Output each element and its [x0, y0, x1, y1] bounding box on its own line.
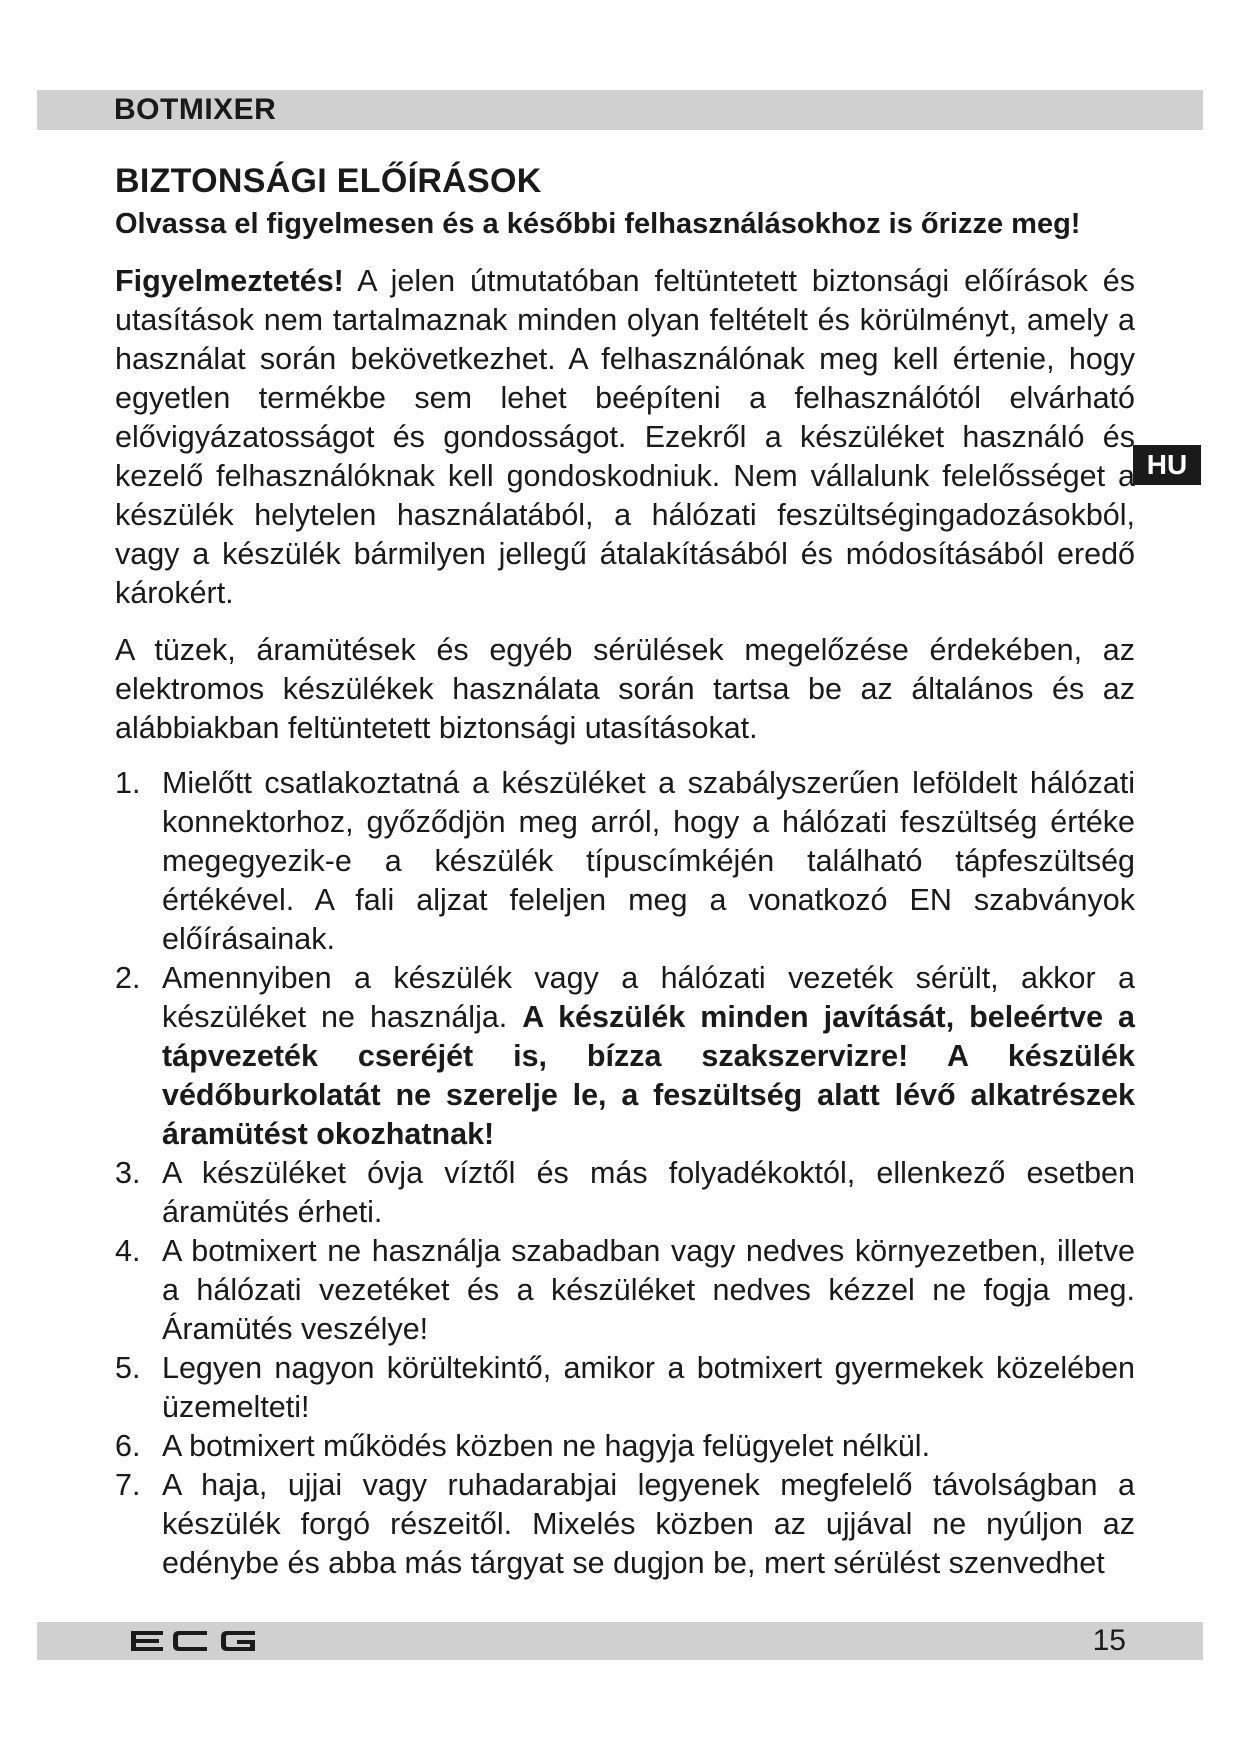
list-item-bold-warning: A készülék minden javítását, beleértve a tápvezeték cseréjét is, bízza szakszervizre! A készülék védőburkolatát ne szerelje le, a feszültség alatt lévő alkatrészek áramütést okozhatnak!: [162, 1000, 1135, 1151]
section-subtitle: Olvassa el figyelmesen és a későbbi felhasználásokhoz is őrizze meg!: [115, 208, 1081, 240]
list-item-number: 3.: [115, 1156, 141, 1190]
warning-label: Figyelmeztetés!: [115, 264, 344, 298]
page-number: 15: [1092, 1624, 1126, 1657]
header-title: BOTMIXER: [114, 93, 277, 126]
list-item: [115, 764, 1135, 959]
list-item: [115, 959, 1135, 1154]
list-item-number: 6.: [115, 1429, 141, 1463]
language-tab: HU: [1133, 445, 1201, 485]
list-item: [115, 1466, 1135, 1583]
list-item: [115, 1232, 1135, 1349]
list-item-number: 4.: [115, 1234, 141, 1268]
list-item-number: 5.: [115, 1351, 141, 1385]
list-item-text: A haja, ujjai vagy ruhadarabjai legyenek megfelelő távolságban a készülék forgó részeitől. Mixelés közben az ujjával ne nyúljon az edénybe és abba más tárgyat se dugjon be, mert sérülést szenvedhet: [162, 1468, 1135, 1580]
list-item-text: A botmixert működés közben ne hagyja felügyelet nélkül.: [162, 1429, 931, 1463]
ecg-logo: [129, 1627, 259, 1655]
section-title: BIZTONSÁGI ELŐÍRÁSOK: [115, 162, 542, 200]
list-item: [115, 1427, 1135, 1466]
warning-paragraph: [115, 262, 1135, 613]
header-bar: [37, 90, 1203, 130]
list-item: [115, 1349, 1135, 1427]
safety-rules-list: [115, 764, 1135, 1583]
list-item-text: Amennyiben a készülék vagy a hálózati vezeték sérült, akkor a készüléket ne használja.: [162, 961, 1135, 1034]
list-item-number: 1.: [115, 766, 141, 800]
list-item-text: A készüléket óvja víztől és más folyadékoktól, ellenkező esetben áramütés érheti.: [162, 1156, 1135, 1229]
intro-paragraph: A tüzek, áramütések és egyéb sérülések megelőzése érdekében, az elektromos készülékek használata során tartsa be az általános és az alábbiakban feltüntetett biztonsági utasításokat.: [115, 633, 1135, 745]
page-content: [115, 160, 1135, 1583]
list-item-text: Mielőtt csatlakoztatná a készüléket a szabályszerűen leföldelt hálózati konnektorhoz, győződjön meg arról, hogy a hálózati feszültség értéke megegyezik-e a készülék típuscímkéjén található tápfeszültség értékével. A fali aljzat feleljen meg a vonatkozó EN szabványok előírásainak.: [162, 766, 1135, 956]
warning-text: A jelen útmutatóban feltüntetett biztonsági előírások és utasítások nem tartalmaznak minden olyan feltételt és körülményt, amely a használat során bekövetkezhet. A felhasználónak meg kell értenie, hogy egyetlen termékbe sem lehet beépíteni a felhasználótól elvárható elővigyázatosságot és gondosságot. Ezekről a készüléket használó és kezelő felhasználóknak kell gondoskodniuk. Nem vállalunk felelősséget a készülék helytelen használatából, a hálózati feszültségingadozásokból, vagy a készülék bármilyen jellegű átalakításából és módosításából eredő károkért.: [115, 264, 1135, 610]
list-item-text: A botmixert ne használja szabadban vagy nedves környezetben, illetve a hálózati vezetéket és a készüléket nedves kézzel ne fogja meg. Áramütés veszélye!: [162, 1234, 1135, 1346]
list-item-text: Legyen nagyon körültekintő, amikor a botmixert gyermekek közelében üzemelteti!: [162, 1351, 1135, 1424]
list-item-number: 7.: [115, 1468, 141, 1502]
list-item: [115, 1154, 1135, 1232]
list-item-number: 2.: [115, 961, 141, 995]
footer-bar: [37, 1622, 1203, 1660]
